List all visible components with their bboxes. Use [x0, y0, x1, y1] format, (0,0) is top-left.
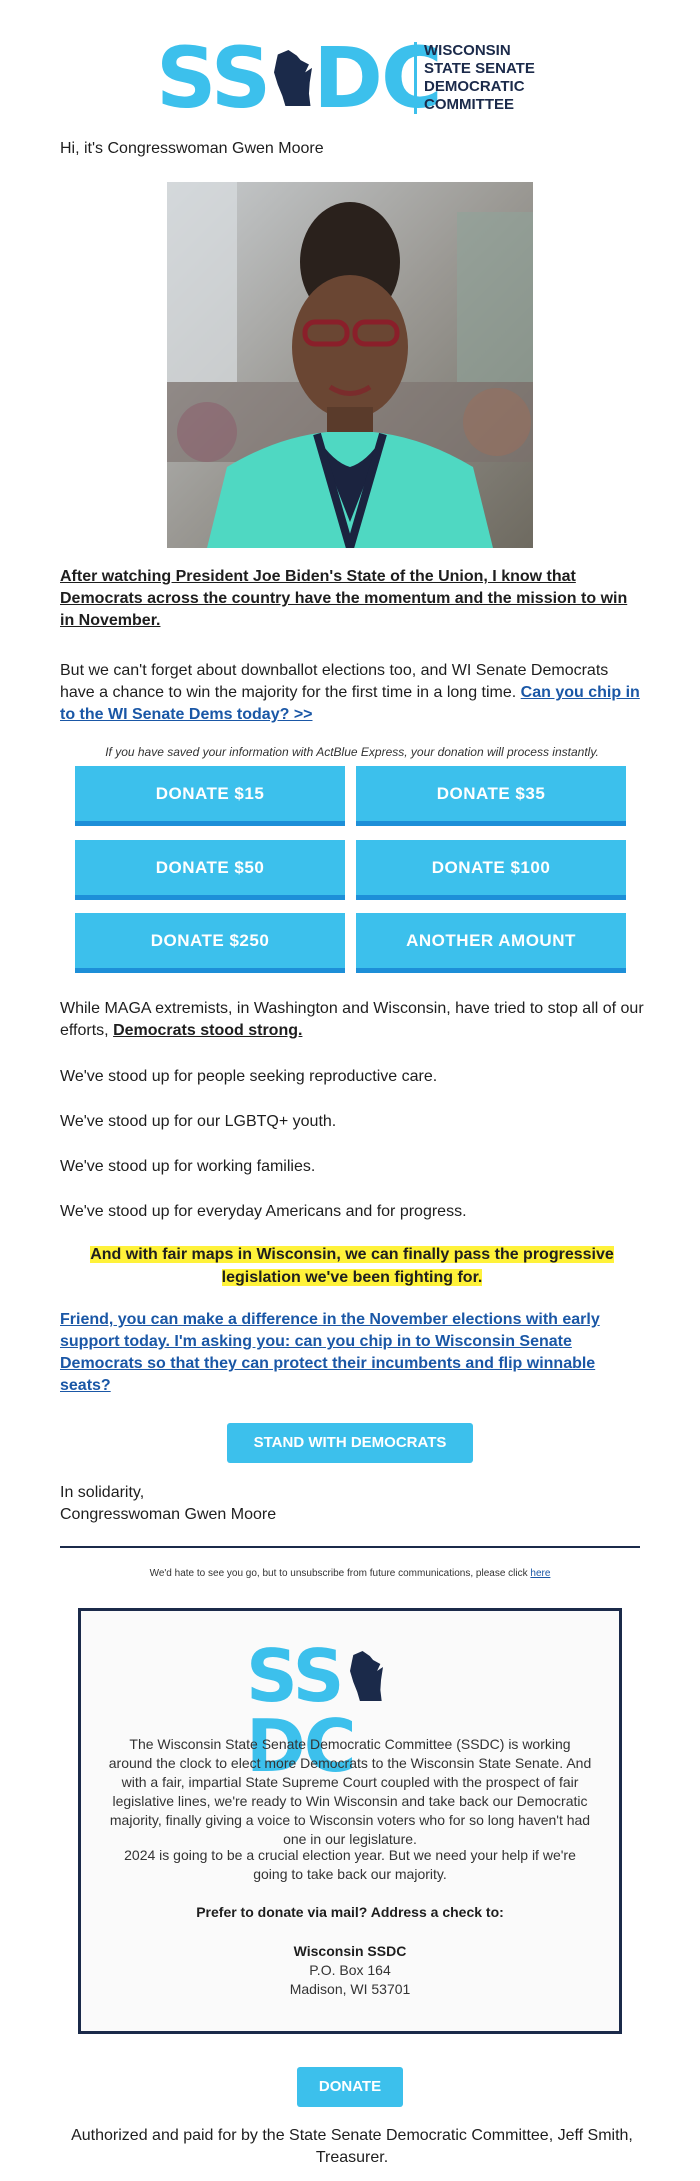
chip-in-link[interactable]: Can you chip in to the WI Senate Dems today? >> [60, 684, 640, 723]
logo-committee-name: WISCONSIN STATE SENATE DEMOCRATIC COMMITTEE [414, 42, 535, 114]
greeting: Hi, it's Congresswoman Gwen Moore [60, 140, 324, 157]
donate-35-button[interactable]: DONATE $35 [356, 766, 626, 826]
donate-another-amount-button[interactable]: ANOTHER AMOUNT [356, 913, 626, 973]
ssdc-logo [156, 29, 546, 127]
stood-line-4: We've stood up for everyday Americans and for progress. [60, 1203, 467, 1220]
gwen-moore-photo [167, 182, 533, 548]
footer-mail-heading: Prefer to donate via mail? Address a check to: [196, 1904, 504, 1920]
signoff-line1: In solidarity, [60, 1484, 145, 1501]
footer-about: The Wisconsin State Senate Democratic Committee (SSDC) is working around the clock to elect more Democrats to the Wisconsin State Senate. And with a fair, impartial State Supreme Court coupled with the prospect of fair legislative lines, we're ready to Win Wisconsin and take back our Democratic majority, finally giving a voice to Wisconsin voters who for so long haven't had one in our legislature. [108, 1736, 592, 1847]
signoff-name: Congresswoman Gwen Moore [60, 1506, 277, 1523]
footer-year-note: 2024 is going to be a crucial election year. But we need your help if we're going to take back our majority. [124, 1847, 576, 1882]
footer-ssdc-logo: SSDC [246, 1641, 466, 1711]
authorized-by: Authorized and paid for by the State Senate Democratic Committee, Jeff Smith, Treasurer. [71, 2127, 633, 2166]
footer-address-line1: P.O. Box 164 [309, 1962, 391, 1978]
donate-15-button[interactable]: DONATE $15 [75, 766, 345, 826]
stood-line-2: We've stood up for our LGBTQ+ youth. [60, 1113, 337, 1130]
footer-address-name: Wisconsin SSDC [293, 1943, 407, 1959]
intro-headline: After watching President Joe Biden's State of the Union, I know that Democrats across the country have the momentum and the mission to win in November. [60, 568, 628, 629]
footer-box [78, 1608, 622, 2034]
unsubscribe-line: We'd hate to see you go, but to unsubscribe from future communications, please click here [149, 1568, 551, 1579]
paragraph1-text: But we can't forget about downballot elections too, and WI Senate Democrats have a chance to win the majority for the first time in a long time. [60, 662, 609, 701]
stand-with-democrats-button[interactable]: STAND WITH DEMOCRATS [227, 1423, 473, 1463]
friend-chip-in-link[interactable]: Friend, you can make a difference in the November elections with early support today. I'm asking you: can you chip in to Wisconsin Senate Democrats so that they can protect their incumbents and flip winnable seats? [60, 1311, 600, 1394]
donate-100-button[interactable]: DONATE $100 [356, 840, 626, 900]
democrats-stood-strong: Democrats stood strong. [113, 1022, 303, 1039]
divider [60, 1546, 640, 1548]
friend-paragraph [60, 1309, 644, 1397]
logo-wordmark: SS DC [156, 29, 441, 127]
stood-line-1: We've stood up for people seeking reproductive care. [60, 1068, 438, 1085]
footer-donate-button[interactable]: DONATE [297, 2067, 403, 2107]
intro-section [60, 566, 644, 632]
fair-maps-highlight: And with fair maps in Wisconsin, we can finally pass the progressive legislation we've been fighting for. [90, 1246, 614, 1286]
unsubscribe-link[interactable]: here [530, 1568, 551, 1579]
actblue-note: If you have saved your information with ActBlue Express, your donation will process instantly. [105, 745, 599, 759]
maga-paragraph: While MAGA extremists, in Washington and Wisconsin, have tried to stop all of our efforts, Democrats stood strong. [60, 1000, 644, 1039]
stood-line-3: We've stood up for working families. [60, 1158, 316, 1175]
signoff [60, 1482, 644, 1526]
footer-address-line2: Madison, WI 53701 [289, 1981, 411, 1997]
paragraph-chip-in [60, 660, 644, 726]
donate-250-button[interactable]: DONATE $250 [75, 913, 345, 973]
donate-50-button[interactable]: DONATE $50 [75, 840, 345, 900]
